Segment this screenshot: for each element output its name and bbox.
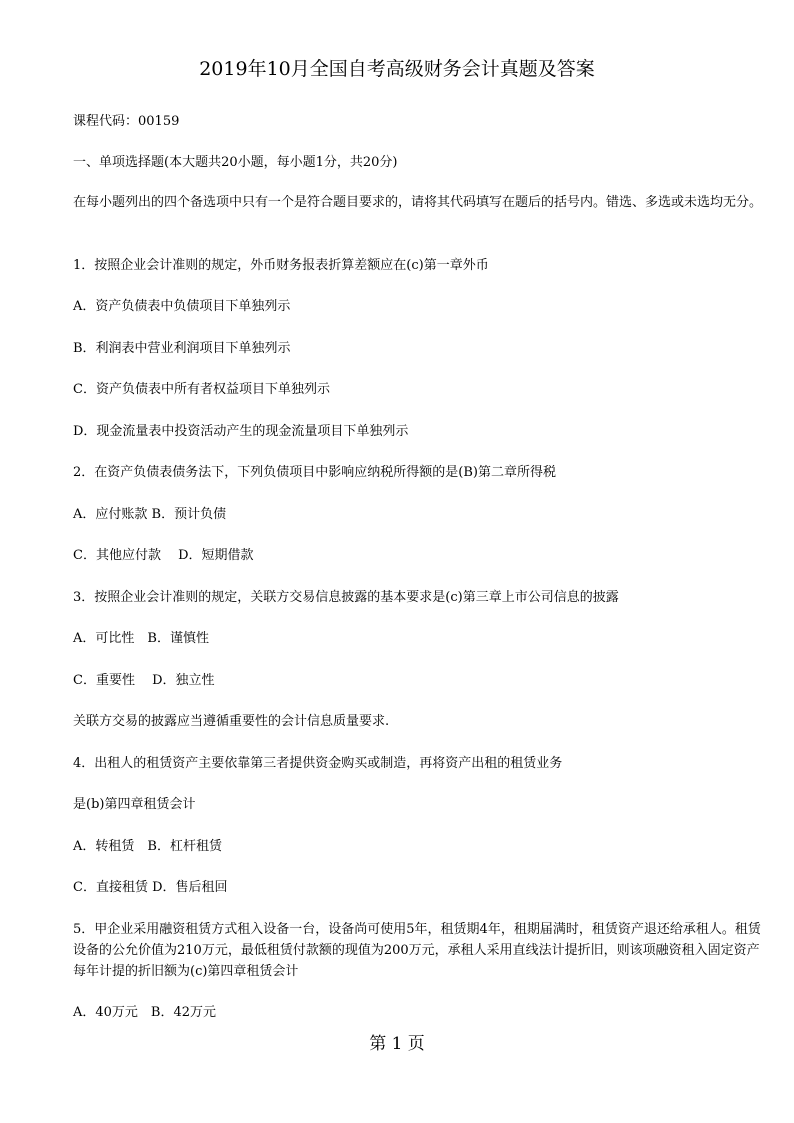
- q1-option-b: B．利润表中营业利润项目下单独列示: [73, 341, 291, 356]
- q3-stem: 3．按照企业会计准则的规定，关联方交易信息披露的基本要求是(c)第三章上市公司信息的披露: [73, 590, 619, 605]
- q1-stem: 1．按照企业会计准则的规定，外币财务报表折算差额应在(c)第一章外币: [73, 258, 489, 273]
- q1-option-c: C．资产负债表中所有者权益项目下单独列示: [73, 382, 330, 397]
- q3-note: 关联方交易的披露应当遵循重要性的会计信息质量要求.: [73, 714, 390, 729]
- page-number-footer: 第 1 页: [369, 1034, 425, 1054]
- q3-options-ab: A．可比性 B．谨慎性: [73, 631, 209, 646]
- q2-stem: 2．在资产负债表债务法下，下列负债项目中影响应纳税所得额的是(B)第二章所得税: [73, 465, 556, 480]
- q5-options-ab: A．40万元 B．42万元: [73, 1005, 217, 1020]
- q1-option-a: A．资产负债表中负债项目下单独列示: [73, 299, 291, 314]
- q4-options-cd: C．直接租赁 D．售后租回: [73, 880, 228, 895]
- q5-stem: 5．甲企业采用融资租赁方式租入设备一台，设备尚可使用5年，租赁期4年，租期届满时，租赁资产退还给承租人。租赁设备的公允价值为210万元，最低租赁付款额的现值为200万元，承租人采用直线法计提折旧，则该项融资租入固定资产每年计提的折旧额为(c)第四章租赁会计: [73, 922, 761, 979]
- instructions-paragraph: [73, 192, 763, 213]
- document-title: 2019年10月全国自考高级财务会计真题及答案: [199, 58, 595, 80]
- q4-options-ab: A．转租赁 B．杠杆租赁: [73, 839, 222, 854]
- q2-options-ab: A．应付账款 B．预计负债: [73, 507, 227, 522]
- q3-options-cd: C．重要性 D．独立性: [73, 673, 215, 688]
- q4-stem-continued: 是(b)第四章租赁会计: [73, 797, 196, 812]
- q4-stem: 4．出租人的租赁资产主要依靠第三者提供资金购买或制造，再将资产出租的租赁业务: [73, 756, 563, 771]
- q1-option-d: D．现金流量表中投资活动产生的现金流量项目下单独列示: [73, 424, 409, 439]
- q2-options-cd: C．其他应付款 D．短期借款: [73, 548, 254, 563]
- section-heading: 一、单项选择题(本大题共20小题，每小题1分，共20分): [73, 155, 398, 170]
- course-code: 课程代码：00159: [73, 114, 180, 129]
- instructions-text: 在每小题列出的四个备选项中只有一个是符合题目要求的，请将其代码填写在题后的括号内。错选、多选或未选均无分。: [73, 195, 763, 210]
